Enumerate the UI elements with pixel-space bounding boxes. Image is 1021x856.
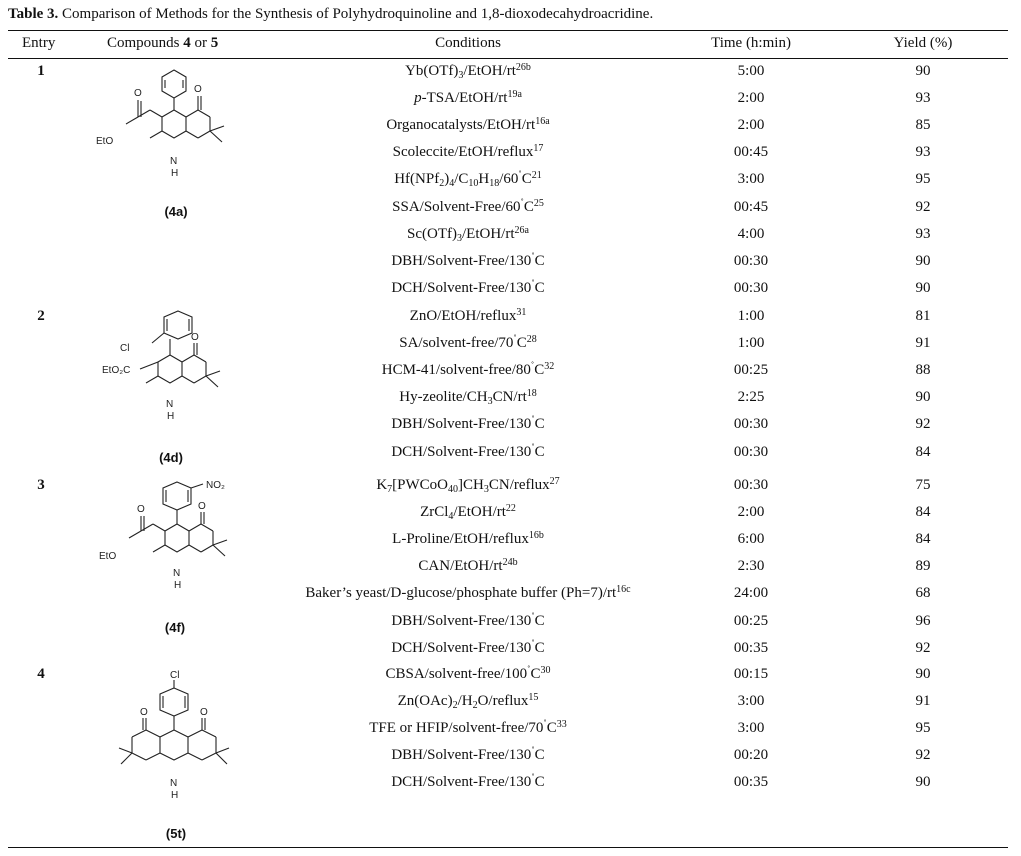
conditions-text-part: ˚ <box>531 251 535 263</box>
conditions-text-part: ZrCl <box>420 504 449 521</box>
conditions-text-part: C <box>521 171 532 188</box>
time-cell: 4:00 <box>737 225 765 242</box>
conditions-text-part: ˚ <box>531 638 535 650</box>
yield-cell: 89 <box>915 558 931 575</box>
time-cell: 00:35 <box>733 774 769 791</box>
conditions-text-part: DBH/Solvent-Free/130 <box>391 416 532 433</box>
conditions-text-part: ˚ <box>531 611 535 623</box>
yield-cell: 91 <box>915 335 931 352</box>
time-cell: 2:00 <box>737 504 765 521</box>
conditions-cell <box>393 144 544 161</box>
conditions-text-part: 3 <box>483 484 489 495</box>
compound-label: (5t) <box>165 826 187 841</box>
structure-atom: H <box>174 580 182 591</box>
table-top-rule <box>8 30 1008 31</box>
entry-number: 4 <box>37 666 45 682</box>
conditions-text-part: 3 <box>458 70 464 81</box>
yield-cell: 93 <box>915 225 931 242</box>
yield-cell: 75 <box>915 477 931 493</box>
conditions-text-part: 3 <box>457 232 463 244</box>
conditions-text-part: /C <box>454 171 469 188</box>
time-cell: 00:30 <box>733 252 769 269</box>
conditions-text-part: /60 <box>499 171 519 188</box>
conditions-cell <box>376 477 559 494</box>
time-cell: 2:00 <box>737 90 765 107</box>
conditions-text-part: ˚ <box>530 361 535 373</box>
conditions-text-part: 26b <box>515 62 531 73</box>
structure-atom: N <box>173 568 181 579</box>
structure-atom: O <box>194 84 202 95</box>
conditions-text-part: 7 <box>387 484 393 495</box>
time-cell: 00:45 <box>733 144 769 161</box>
yield-cell: 95 <box>915 720 931 737</box>
conditions-text-part: DBH/Solvent-Free/130 <box>391 252 532 269</box>
yield-cell: 92 <box>915 198 931 215</box>
conditions-text-part: DCH/Solvent-Free/130 <box>391 774 532 791</box>
conditions-text-part: HCM-41/solvent-free/80 <box>381 362 531 379</box>
conditions-cell <box>305 585 630 602</box>
time-cell: 2:00 <box>737 117 765 134</box>
time-cell: 00:35 <box>733 639 769 656</box>
conditions-text-part: Hf(NPf <box>394 171 440 188</box>
conditions-cell <box>407 226 529 243</box>
conditions-text-part: 40 <box>448 484 459 495</box>
structure-atom: H <box>171 790 179 801</box>
conditions-cell <box>391 280 544 297</box>
yield-cell: 90 <box>915 389 931 406</box>
conditions-text-part: SA/solvent-free/70 <box>399 335 514 352</box>
conditions-text-part: CN/reflux <box>488 477 550 493</box>
conditions-text-part: SSA/Solvent-Free/60 <box>392 198 521 215</box>
conditions-text-part: ZnO/EtOH/reflux <box>409 308 517 324</box>
conditions-text-part: Zn(OAc) <box>397 693 453 710</box>
time-cell: 00:15 <box>733 666 769 682</box>
conditions-cell <box>382 362 555 379</box>
table-label: Table 3. <box>8 6 59 22</box>
conditions-text-part: ˚ <box>531 442 535 454</box>
structure-atom: NO₂ <box>206 480 225 491</box>
structure-atom: O <box>191 332 199 343</box>
time-cell: 2:30 <box>737 558 765 575</box>
conditions-text-part: 3 <box>487 396 493 408</box>
conditions-text-part: ]CH <box>458 477 484 493</box>
conditions-text-part: C <box>523 198 534 215</box>
conditions-text-part: L-Proline/EtOH/reflux <box>392 531 529 548</box>
conditions-text-part: /EtOH/rt <box>453 504 506 521</box>
conditions-text-part: ˚ <box>531 415 535 427</box>
yield-cell: 81 <box>915 308 931 324</box>
structure-atom: N <box>170 778 178 789</box>
conditions-cell <box>420 504 516 521</box>
conditions-text-part: C <box>534 774 545 791</box>
structure-5t <box>95 666 265 816</box>
conditions-text-part: O/reflux <box>477 693 529 710</box>
yield-cell: 92 <box>915 639 931 656</box>
conditions-text-part: C <box>534 416 545 433</box>
conditions-cell <box>391 444 544 461</box>
conditions-text-part: DCH/Solvent-Free/130 <box>391 443 532 460</box>
time-cell: 1:00 <box>737 308 765 324</box>
conditions-text-part: ) <box>444 171 450 188</box>
conditions-text-part: C <box>534 443 545 460</box>
conditions-text-part: 16b <box>528 530 544 542</box>
entry-number: 3 <box>37 477 45 493</box>
structure-atom: O <box>200 707 208 718</box>
conditions-text-part: ˚ <box>531 773 535 785</box>
conditions-text-part: 10 <box>468 178 479 190</box>
structure-atom: EtO <box>99 551 117 562</box>
header-compounds-num-b: 5 <box>210 35 219 51</box>
yield-cell: 84 <box>915 443 931 460</box>
conditions-text-part: 27 <box>549 476 560 487</box>
conditions-text-part: H <box>478 171 490 188</box>
conditions-text-part: 28 <box>526 334 537 346</box>
compound-label: (4f) <box>164 620 186 635</box>
conditions-cell <box>392 199 544 216</box>
conditions-cell <box>385 666 550 683</box>
conditions-text-part: 16c <box>616 584 631 596</box>
conditions-text-part: ˚ <box>527 665 531 676</box>
conditions-cell <box>391 253 544 270</box>
structure-atom: O <box>140 707 148 718</box>
table-caption-text: Comparison of Methods for the Synthesis of Polyhydroquinoline and 1,8-dioxodecahydroacridine. <box>62 6 654 22</box>
conditions-cell <box>391 416 544 433</box>
conditions-text-part: /EtOH/rt <box>463 63 516 79</box>
conditions-cell <box>399 335 537 352</box>
conditions-text-part: 31 <box>516 307 527 318</box>
yield-cell: 90 <box>915 666 931 682</box>
structure-atom: EtO₂C <box>102 365 131 376</box>
conditions-text-part: TFE or HFIP/solvent-free/70 <box>369 720 544 737</box>
conditions-text-part: C <box>534 362 545 379</box>
header-compounds-num-a: 4 <box>183 35 191 51</box>
structure-atom: Cl <box>170 670 180 681</box>
structure-4a <box>90 60 260 200</box>
conditions-text-part: DBH/Solvent-Free/130 <box>391 612 532 629</box>
time-cell: 5:00 <box>737 63 765 79</box>
conditions-text-part: 22 <box>505 503 516 515</box>
compound-label: (4a) <box>164 204 188 219</box>
conditions-text-part: C <box>534 639 545 656</box>
yield-cell: 93 <box>915 144 931 161</box>
conditions-text-part: C <box>534 252 545 269</box>
yield-cell: 93 <box>915 90 931 107</box>
yield-cell: 91 <box>915 693 931 710</box>
header-compounds-prefix: Compounds <box>107 35 180 51</box>
time-cell: 3:00 <box>737 720 765 737</box>
table-bottom-rule <box>8 847 1008 848</box>
conditions-cell <box>392 531 544 548</box>
structure-4f <box>95 476 265 616</box>
table-caption <box>8 6 653 23</box>
yield-cell: 84 <box>915 531 931 548</box>
yield-cell: 95 <box>915 171 931 188</box>
time-cell: 24:00 <box>733 585 769 602</box>
structure-atom: O <box>198 501 206 512</box>
conditions-text-part: Hy-zeolite/CH <box>399 389 488 406</box>
conditions-text-part: K <box>376 477 388 493</box>
conditions-text-part: C <box>534 279 545 296</box>
structure-atom: N <box>166 399 174 410</box>
yield-cell: 88 <box>915 362 931 379</box>
conditions-text-part: C <box>546 720 557 737</box>
header-time: Time (h:min) <box>711 35 791 51</box>
structure-atom: EtO <box>96 136 114 147</box>
conditions-text-part: Baker’s yeast/D-glucose/phosphate buffer (Ph=7)/rt <box>305 585 617 602</box>
compound-label: (4d) <box>159 450 183 465</box>
conditions-text-part: 17 <box>533 143 544 155</box>
structure-4d <box>100 305 260 435</box>
time-cell: 00:25 <box>733 362 769 379</box>
conditions-text-part: /EtOH/rt <box>462 225 515 242</box>
conditions-text-part: 33 <box>556 719 567 731</box>
structure-atom: N <box>170 156 178 167</box>
yield-cell: 84 <box>915 504 931 521</box>
conditions-cell <box>410 308 527 325</box>
conditions-cell <box>394 171 542 188</box>
conditions-cell <box>391 774 544 791</box>
conditions-text-part: 18 <box>489 178 500 190</box>
structure-atom: O <box>134 88 142 99</box>
yield-cell: 90 <box>915 774 931 791</box>
conditions-text-part: /H <box>457 693 473 710</box>
time-cell: 3:00 <box>737 171 765 188</box>
time-cell: 1:00 <box>737 335 765 352</box>
conditions-text-part: 4 <box>448 511 454 523</box>
yield-cell: 92 <box>915 416 931 433</box>
structure-atom: H <box>167 411 175 422</box>
header-compounds-or: or <box>194 35 208 51</box>
conditions-text-part: 24b <box>502 557 518 569</box>
conditions-text-part: ˚ <box>520 197 524 209</box>
yield-cell: 68 <box>915 585 931 602</box>
conditions-text-part: -TSA/EtOH/rt <box>421 90 508 107</box>
conditions-text-part: DCH/Solvent-Free/130 <box>391 279 532 296</box>
conditions-text-part: 4 <box>449 178 455 190</box>
time-cell: 00:30 <box>733 416 769 433</box>
structure-atom: O <box>137 504 145 515</box>
conditions-text-part: 16a <box>535 116 550 128</box>
conditions-text-part: DCH/Solvent-Free/130 <box>391 639 532 656</box>
entry-number: 2 <box>37 308 45 324</box>
conditions-cell <box>418 558 517 575</box>
time-cell: 00:25 <box>733 612 769 629</box>
conditions-text-part: Yb(OTf) <box>405 63 459 79</box>
conditions-text-part: Sc(OTf) <box>407 225 458 242</box>
yield-cell: 90 <box>915 63 931 79</box>
conditions-text-part: ˚ <box>531 746 535 758</box>
conditions-text-part: C <box>530 666 541 682</box>
conditions-cell <box>405 63 531 80</box>
time-cell: 3:00 <box>737 693 765 710</box>
entry-number: 1 <box>37 63 45 79</box>
conditions-text-part: 2 <box>472 700 478 712</box>
conditions-text-part: Organocatalysts/EtOH/rt <box>386 117 536 134</box>
conditions-text-part: ˚ <box>543 719 547 731</box>
conditions-text-part: CBSA/solvent-free/100 <box>385 666 528 682</box>
time-cell: 00:30 <box>733 477 769 493</box>
conditions-text-part: 30 <box>540 665 551 676</box>
time-cell: 00:30 <box>733 279 769 296</box>
conditions-text-part: 18 <box>526 388 537 400</box>
conditions-cell <box>414 90 522 107</box>
conditions-text-part: 26a <box>514 224 529 236</box>
time-cell: 00:20 <box>733 747 769 764</box>
conditions-cell <box>386 117 549 134</box>
conditions-text-part: Scoleccite/EtOH/reflux <box>392 144 534 161</box>
structure-atom: H <box>171 168 179 179</box>
yield-cell: 90 <box>915 279 931 296</box>
conditions-text-part: 2 <box>452 700 458 712</box>
conditions-cell <box>399 389 536 406</box>
conditions-text-part: 2 <box>439 178 445 190</box>
header-conditions: Conditions <box>435 35 501 51</box>
conditions-text-part: C <box>534 612 545 629</box>
yield-cell: 96 <box>915 612 931 629</box>
structure-atom: Cl <box>120 343 130 354</box>
conditions-cell <box>391 640 544 657</box>
conditions-text-part: 25 <box>533 197 544 209</box>
conditions-text-part: 21 <box>531 170 542 182</box>
conditions-cell <box>391 747 544 764</box>
time-cell: 00:30 <box>733 443 769 460</box>
conditions-text-part: 19a <box>507 89 522 101</box>
time-cell: 00:45 <box>733 198 769 215</box>
conditions-text-part: C <box>534 747 545 764</box>
conditions-text-part: ˚ <box>518 170 522 182</box>
conditions-text-part: CAN/EtOH/rt <box>418 558 503 575</box>
conditions-text-part: C <box>516 335 527 352</box>
conditions-text-part: ˚ <box>513 334 517 346</box>
conditions-cell <box>391 613 544 630</box>
conditions-cell <box>369 720 567 737</box>
conditions-text-part: DBH/Solvent-Free/130 <box>391 747 532 764</box>
conditions-text-part: p <box>414 90 422 107</box>
time-cell: 2:25 <box>737 389 765 406</box>
conditions-cell <box>398 693 539 710</box>
time-cell: 6:00 <box>737 531 765 548</box>
yield-cell: 90 <box>915 252 931 269</box>
yield-cell: 92 <box>915 747 931 764</box>
header-compounds <box>107 35 218 52</box>
conditions-text-part: ˚ <box>531 278 535 290</box>
conditions-text-part: CN/rt <box>492 389 527 406</box>
header-entry: Entry <box>22 35 56 51</box>
table-header-rule <box>8 58 1008 59</box>
conditions-text-part: 15 <box>528 692 539 704</box>
header-yield: Yield (%) <box>893 35 953 51</box>
yield-cell: 85 <box>915 117 931 134</box>
conditions-text-part: [PWCoO <box>392 477 449 493</box>
conditions-text-part: 32 <box>544 361 555 373</box>
